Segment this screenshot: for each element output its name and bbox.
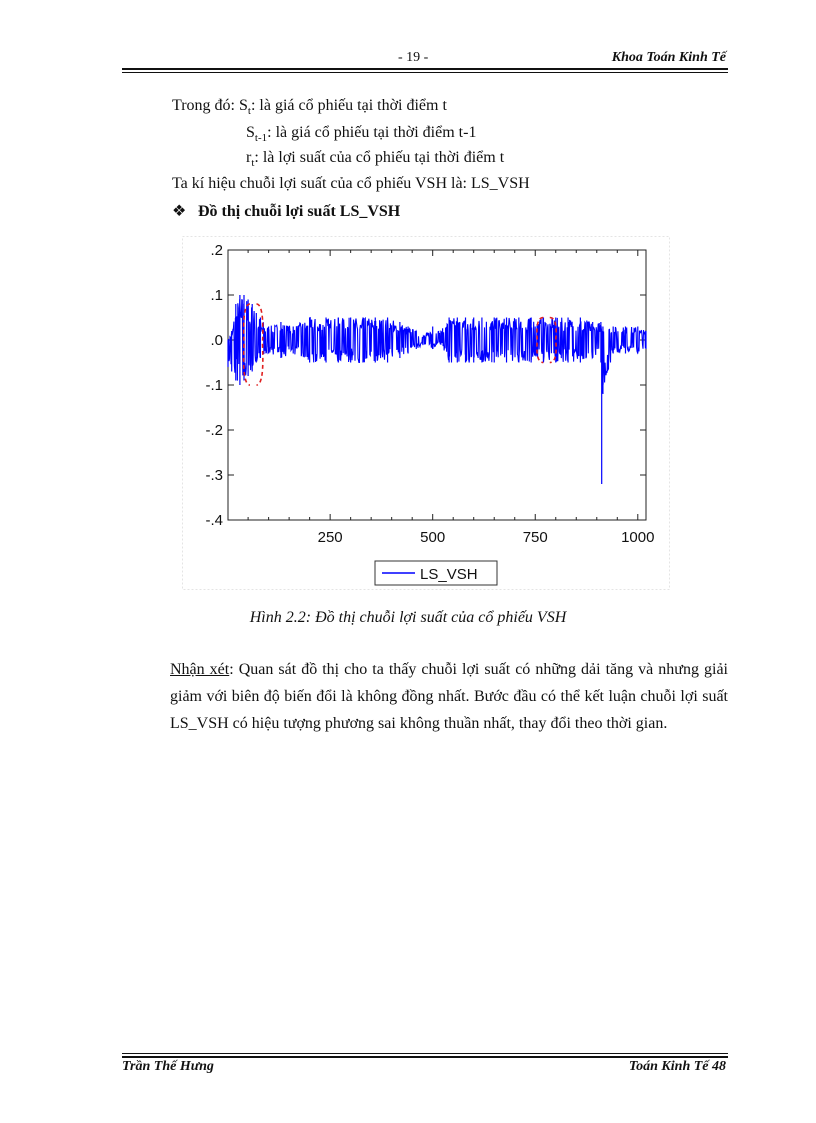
- footer-rule: [122, 1056, 728, 1058]
- y-tick-label: -.1: [205, 377, 223, 394]
- x-tick-label: 1000: [621, 529, 655, 546]
- definition-intro: Trong đó:: [172, 97, 239, 114]
- subscript: t-1: [254, 132, 268, 145]
- section-heading: [172, 201, 400, 221]
- y-tick-label: -.4: [205, 512, 223, 529]
- header-title: Khoa Toán Kinh Tế: [611, 50, 726, 65]
- y-tick-label: -.3: [205, 467, 223, 484]
- footer-author: Trần Thế Hưng: [122, 1059, 214, 1074]
- footer-rule-thin: [122, 1053, 728, 1054]
- subscript: t: [251, 157, 255, 170]
- footer-class: Toán Kinh Tế 48: [628, 1059, 726, 1074]
- figure-caption: Hình 2.2: Đồ thị chuỗi lợi suất của cổ phiếu VSH: [249, 609, 567, 626]
- definition-st: [172, 97, 447, 117]
- legend: [375, 561, 497, 585]
- subscript: t: [247, 105, 251, 118]
- returns-chart: [182, 236, 670, 590]
- definition-text: : là lợi suất của cổ phiếu tại thời điểm t: [254, 149, 505, 166]
- y-tick-label: .2: [210, 242, 223, 259]
- y-tick-label: .0: [210, 332, 223, 349]
- page-number: - 19 -: [398, 50, 429, 65]
- x-tick-label: 750: [522, 529, 548, 546]
- header-rule: [122, 68, 728, 70]
- remark-label: Nhận xét: [170, 661, 230, 678]
- remark-text: : Quan sát đồ thị cho ta thấy chuỗi lợi suất có những dải tăng và nhưng giải giảm với biên độ biến đổi là không đồng nhất. Bước đầu có thể kết luận chuỗi lợi suất LS_VSH có hiệu tượng phương sai không thuần nhất, thay đổi theo thời gian.: [170, 661, 729, 732]
- remark-paragraph: [170, 656, 728, 737]
- x-tick-label: 250: [317, 529, 343, 546]
- section-title: Đồ thị chuỗi lợi suất LS_VSH: [198, 203, 401, 220]
- definition-rt: [246, 149, 504, 169]
- legend-label: LS_VSH: [420, 566, 478, 583]
- x-tick-label: 500: [420, 529, 446, 546]
- diamond-bullet-icon: ❖: [172, 203, 187, 220]
- symbol: r: [246, 149, 252, 166]
- header-rule-thin: [122, 72, 728, 73]
- chart-svg: [182, 236, 670, 590]
- definition-st1: [246, 124, 476, 144]
- symbol: S: [238, 97, 248, 114]
- definition-text: : là giá cổ phiếu tại thời điểm t: [250, 97, 447, 114]
- y-tick-label: .1: [210, 287, 223, 304]
- y-tick-label: -.2: [205, 422, 223, 439]
- symbol: S: [246, 124, 255, 141]
- notation-line: Ta kí hiệu chuỗi lợi suất của cổ phiếu VSH là: LS_VSH: [172, 175, 530, 192]
- definition-text: : là giá cổ phiếu tại thời điểm t-1: [267, 124, 477, 141]
